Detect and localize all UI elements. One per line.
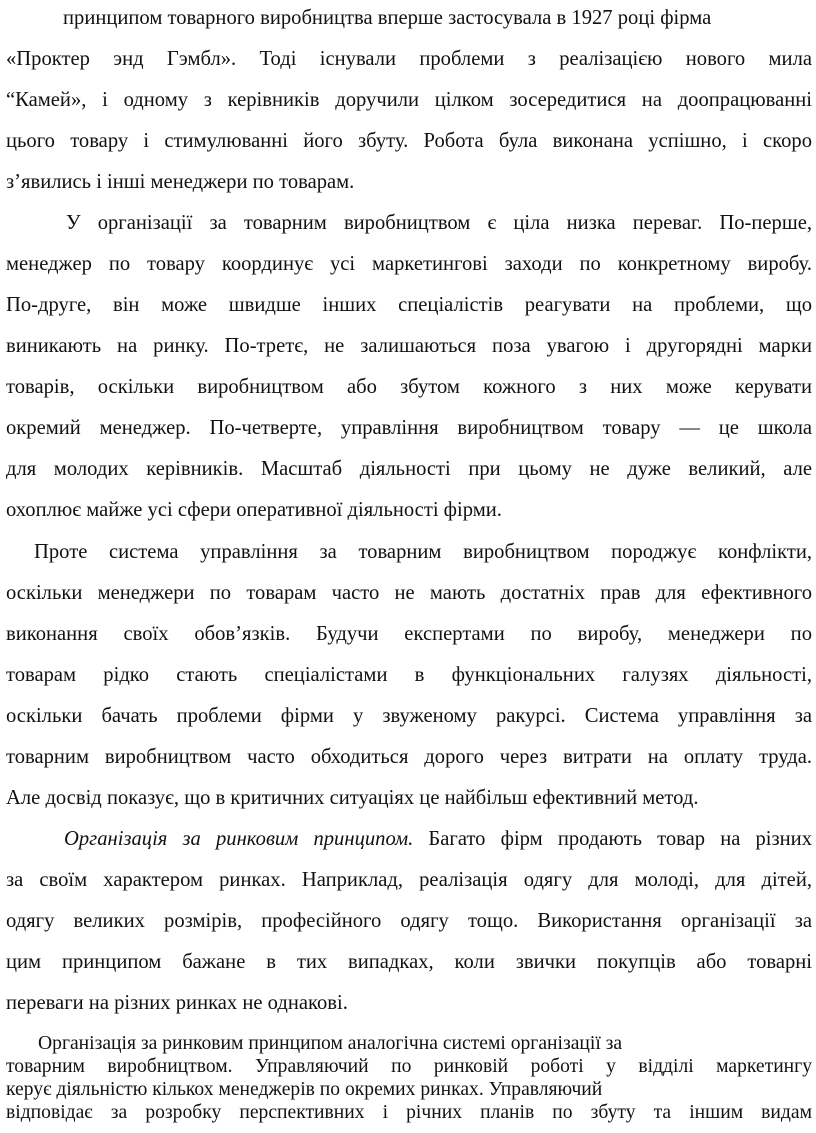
text-line: за своїм характером ринках. Наприклад, реалізація одягу для молоді, для дітей, — [6, 869, 812, 891]
text-line: одягу великих розмірів, професійного одягу тощо. Використання організації за — [6, 910, 812, 932]
text-line: товарним виробництвом часто обходиться дорого через витрати на оплату труда. — [6, 746, 812, 768]
section-heading: Організація за ринковим принципом. — [64, 828, 414, 850]
text-line — [64, 827, 812, 851]
text-line: керує діяльністю кількох менеджерів по окремих ринках. Управляючий — [6, 1079, 603, 1100]
text-line: “Камей», і одному з керівників доручили цілком зосередитися на доопрацюванні — [6, 89, 812, 111]
text-line: оскільки менеджери по товарам часто не мають достатніх прав для ефективного — [6, 582, 812, 604]
text-line: товарів, оскільки виробництвом або збутом кожного з них може керувати — [6, 376, 812, 398]
text-line: менеджер по товару координує усі маркетингові заходи по конкретному виробу. — [6, 253, 812, 275]
text-line: оскільки бачать проблеми фірми у звуженому ракурсі. Система управління за — [6, 705, 812, 727]
text-line: Організація за ринковим принципом аналогічна системі організації за — [38, 1033, 623, 1054]
text-line: цим принципом бажане в тих випадках, коли звички покупців або товарні — [6, 951, 812, 973]
text-line: «Проктер энд Гэмбл». Тоді існували проблеми з реалізацією нового мила — [6, 48, 812, 70]
text-line: для молодих керівників. Масштаб діяльності при цьому не дуже великий, але — [6, 458, 812, 480]
text-line: товарним виробництвом. Управляючий по ринковій роботі у відділі маркетингу — [6, 1056, 812, 1077]
text-line: виконання своїх обов’язків. Будучи експертами по виробу, менеджери по — [6, 623, 812, 645]
text-line: принципом товарного виробництва вперше застосувала в 1927 році фірма — [63, 7, 712, 29]
text-line: переваги на різних ринках не однакові. — [6, 992, 348, 1014]
text-line: окремий менеджер. По-четверте, управління виробництвом товару — це школа — [6, 417, 812, 439]
text-line: Проте система управління за товарним виробництвом породжує конфлікти, — [34, 541, 812, 563]
text-line: відповідає за розробку перспективних і річних планів по збуту та іншим видам — [6, 1102, 812, 1123]
text-line: У організації за товарним виробництвом є ціла низка переваг. По-перше, — [66, 212, 812, 234]
heading-continuation: Багато фірм продають товар на різних — [413, 828, 813, 850]
text-line: Але досвід показує, що в критичних ситуаціях це найбільш ефективний метод. — [6, 787, 699, 809]
text-line: з’явились і інші менеджери по товарам. — [6, 171, 355, 193]
text-line: виникають на ринку. По-третє, не залишаються поза увагою і другорядні марки — [6, 335, 812, 357]
text-line: цього товару і стимулюванні його збуту. Робота була виконана успішно, і скоро — [6, 130, 812, 152]
text-line: товарам рідко стають спеціалістами в функціональних галузях діяльності, — [6, 664, 812, 686]
text-line: По-друге, він може швидше інших спеціалістів реагувати на проблеми, що — [6, 294, 812, 316]
text-line: охоплює майже усі сфери оперативної діяльності фірми. — [6, 499, 502, 521]
